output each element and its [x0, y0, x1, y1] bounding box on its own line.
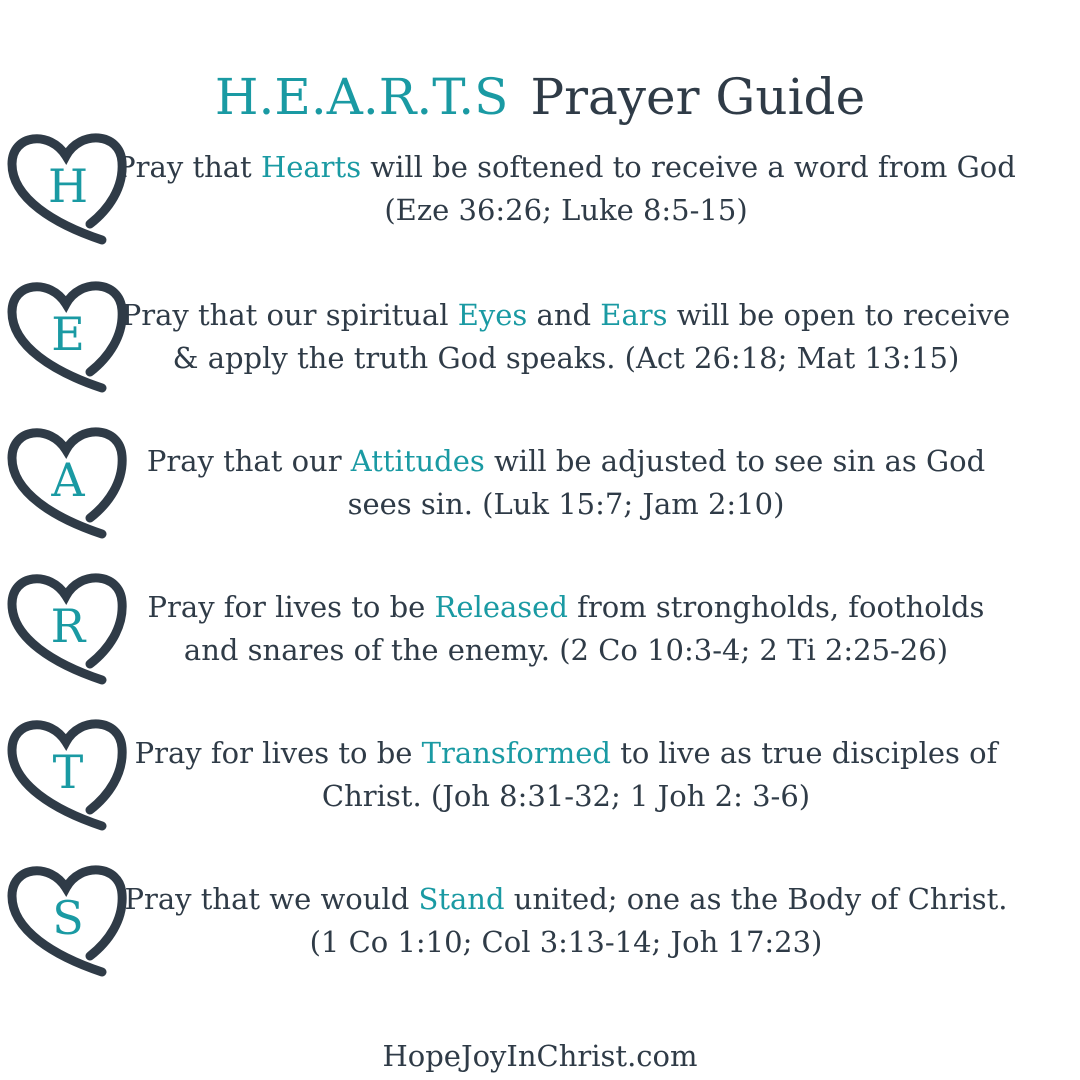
- item-keyword: Stand: [418, 882, 505, 916]
- item-letter: A: [51, 453, 85, 507]
- title-acronym: H.E.A.R.T.S: [214, 68, 509, 126]
- prayer-item-e: [0, 276, 1080, 406]
- prayer-item-t: [0, 714, 1080, 844]
- item-letter: R: [50, 599, 86, 653]
- item-text: Pray for lives to be Transformed to live as true disciples of Christ. (Joh 8:31-32; 1 Joh 2: 3-6): [134, 736, 998, 813]
- item-text: Pray that our Attitudes will be adjusted to see sin as God sees sin. (Luk 15:7; Jam 2:10): [146, 444, 986, 521]
- item-text: Pray that our spiritual Eyes and Ears will be open to receive & apply the truth God speaks. (Act 26:18; Mat 13:15): [121, 298, 1011, 375]
- item-letter: S: [52, 891, 84, 945]
- item-text: Pray that Hearts will be softened to receive a word from God (Eze 36:26; Luke 8:5-15): [116, 150, 1016, 227]
- prayer-item-h: [0, 128, 1080, 258]
- page-title: [0, 62, 1080, 132]
- prayer-item-r: [0, 568, 1080, 698]
- item-keyword: Released: [434, 590, 568, 624]
- item-keyword: Hearts: [260, 150, 362, 184]
- prayer-item-a: [0, 422, 1080, 552]
- prayer-item-s: [0, 860, 1080, 990]
- item-text: Pray for lives to be Released from strongholds, footholds and snares of the enemy. (2 Co 10:3-4; 2 Ti 2:25-26): [147, 590, 985, 667]
- item-letter: T: [52, 745, 84, 799]
- item-keyword-2: Ears: [600, 298, 668, 332]
- item-keyword: Transformed: [421, 736, 611, 770]
- item-text: Pray that we would Stand united; one as the Body of Christ. (1 Co 1:10; Col 3:13-14; Joh 17:23): [124, 882, 1008, 959]
- website-url: HopeJoyInChrist.com: [382, 1039, 698, 1073]
- item-keyword: Attitudes: [350, 444, 485, 478]
- item-letter: H: [47, 159, 89, 213]
- item-keyword: Eyes: [457, 298, 528, 332]
- item-letter: E: [51, 307, 85, 361]
- title-rest: Prayer Guide: [530, 68, 866, 126]
